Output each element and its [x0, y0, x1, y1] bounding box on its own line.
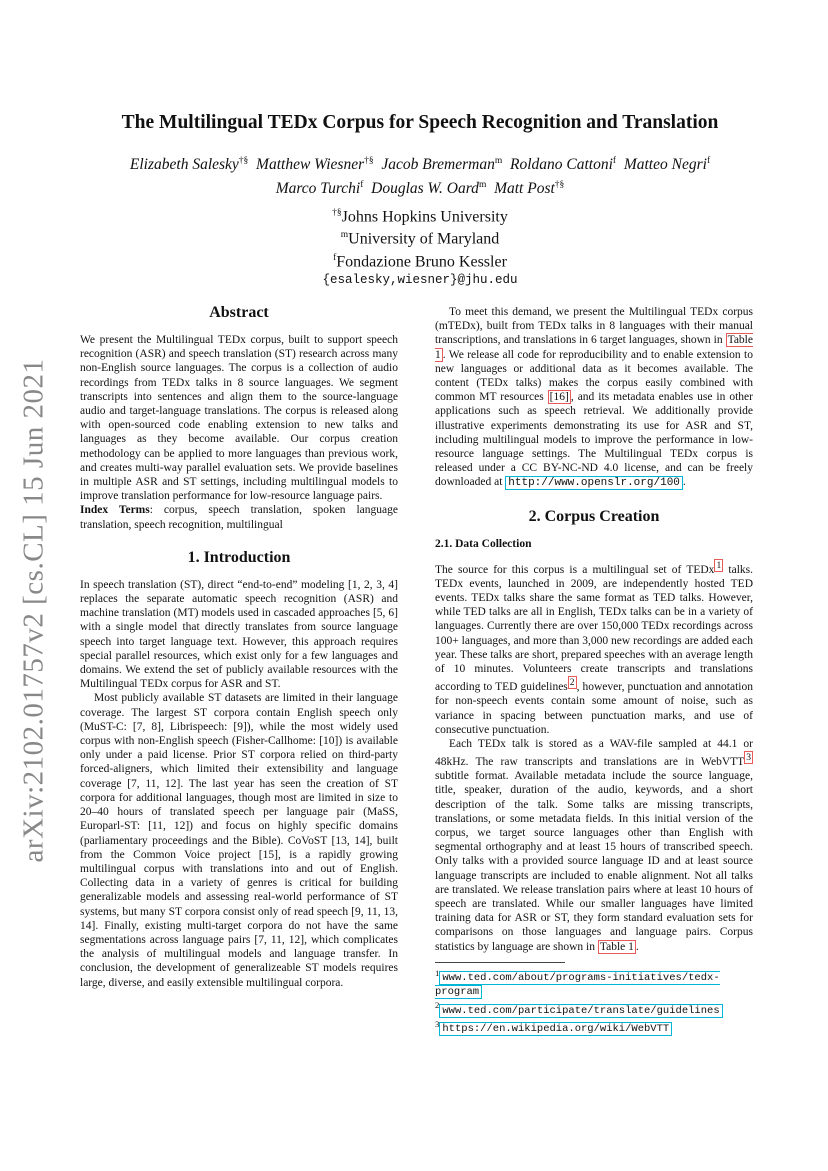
footnote-ref[interactable]: 3: [746, 752, 751, 764]
footnote: $^3$ https://en.wikipedia.org/wiki/WebVTT: [435, 1018, 753, 1037]
contribution-paragraph: To meet this demand, we present the Multilingual TEDx corpus (mTEDx), built from TEDx talks in 8 languages with their manual transcriptions, and translations in 6 target languages, shown in Table 1 . We release all code for reproducibility and to enable extension to new languages or additional data as it becomes available. The content (TEDx talks) makes the corpus easily combined with common MT resources [16] , and its metadata enables use in other applications such as speech retrieval. We additionally provide illustrative experiments demonstrating its use for ASR and ST, including multilingual models to improve the performance in low-resource language settings. The Multilingual TEDx corpus is released under a CC BY-NC-ND 4.0 license, and can be freely downloaded at http://www.openslr.org/100 .: [435, 306, 753, 490]
table-ref-link[interactable]: Table 1: [599, 940, 634, 953]
affiliation: $^m$University of Maryland: [340, 230, 500, 248]
author: Roldano Cattoni$^f$: [510, 156, 617, 174]
arxiv-sidebar-stamp: [14, 358, 54, 862]
arxiv-identifier: arXiv:2102.01757v2 [cs.CL] 15 Jun 2021: [17, 358, 50, 862]
author: Jacob Bremerman$^m$: [381, 156, 503, 174]
citation-link[interactable]: [16]: [549, 391, 569, 404]
author: Elizabeth Salesky†§: [129, 156, 249, 174]
intro-paragraph: Most publicly available ST datasets are limited in their language coverage. The largest ST corpora contain English speech only (MuST-C: [7, 8], Librispeech: [9]), while the most widely used corpus with non-English speech (Fisher-Callhome: [10]) is available only under a paid license. Prior ST corpora relied on third-party forced-aligners, which limited their extensibility and language coverage [7, 11, 12]. The last year has seen the creation of ST corpora for additional languages, though most are limited in size to 20–40 hours of translated speech per language pair (MaSS, Europarl-ST: [11, 12]) and focus on highly specific domains (parliamentary proceedings and the Bible). CoVoST [13, 14], built from the Common Voice project [15], is a rapidly growing multilingual corpus with translations into and out of English. Collecting data in a variety of genres is critical for building generalizable models and assessing real-world performance of ST systems, but many ST corpora consist only of read speech [9, 11, 13, 14]. Finally, existing multi-target corpora do not have the same segmentations across language pairs [7, 11, 12], which complicates the analysis of multilingual models and language transfer. In conclusion, the development of generalizeable ST models requires large, diverse, and easily extensible multilingual corpora.: [80, 692, 398, 989]
author: Marco Turchi$^f$: [275, 180, 364, 198]
intro-heading: 1. Introduction: [187, 548, 291, 566]
index-terms: Index Terms: corpus, speech translation, spoken language translation, speech recognition, multilingual: [80, 504, 398, 531]
right-column: [435, 305, 753, 1036]
section2-heading: 2. Corpus Creation: [528, 507, 660, 525]
abstract-heading: Abstract: [209, 304, 269, 321]
paper-title: The Multilingual TEDx Corpus for Speech Recognition and Translation: [121, 112, 719, 133]
footnote: $^1$ www.ted.com/about/programs-initiatives/tedx-program: [435, 967, 720, 999]
author: Douglas W. Oard$^m$: [371, 180, 487, 198]
author-list: [90, 151, 750, 199]
affiliation: †§Johns Hopkins University: [332, 208, 508, 226]
footnote-ref[interactable]: 2: [569, 677, 575, 689]
footnote-link[interactable]: www.ted.com/about/programs-initiatives/tedx-program: [435, 972, 720, 999]
abstract-text: We present the Multilingual TEDx corpus, built to support speech recognition (ASR) and speech translation (ST) research across many non-English source languages. The corpus is a collection of audio recordings from TEDx talks in 8 source languages. We segment transcripts into sentences and align them to the source-language audio and target-language translations. The corpus is released along with open-sourced code enabling extension to new talks and languages as they become available. Our corpus creation methodology can be applied to more languages than previous work, and creates multi-way parallel evaluation sets. We provide baselines in multiple ASR and ST settings, including multilingual models to improve translation performance for low-resource language pairs.: [80, 334, 398, 503]
intro-paragraph: In speech translation (ST), direct “end-to-end” modeling [1, 2, 3, 4] replaces the separate automatic speech recognition (ASR) and machine translation (MT) models used in cascaded approaches [5, 6] with a single model that directly translates from source language speech into target language text. However, this approach requires special parallel resources, which exist only for a few languages and domains. We extend the set of publicly available resources with the Multilingual TEDx corpus for ASR and ST.: [80, 578, 398, 691]
author: Matt Post†§: [494, 180, 565, 198]
affiliations: [200, 204, 640, 290]
data-collection-paragraph: The source for this corpus is a multilingual set of TEDx $^1$ talks. TEDx events, launched in 2009, are independently hosted TED events. TEDx talks share the same format as TED talks. However, while TED talks are all in English, TEDx talks can be in a variety of languages. Currently there are over 150,000 TEDx recordings across 100+ languages, and more than 3,000 new recordings are added each year. These talks are short, prepared speeches with an average length of 10 minutes. Volunteers create transcripts and translations according to TED guidelines $^2$ , however, punctuation and annotation for non-speech events contain some amount of noise, such as variance in spacing between punctuation marks, and use of consecutive punctuation.: [435, 559, 754, 736]
footnote-ref[interactable]: 1: [716, 559, 722, 571]
footnote: $^2$ www.ted.com/participate/translate/guidelines: [435, 999, 753, 1018]
data-collection-paragraph: Each TEDx talk is stored as a WAV-file sampled at 44.1 or 48kHz. The raw transcripts and translations are in WebVTT $^3$ subtitle format. Available metadata include the source language, title, speaker, duration of the audio, keywords, and a short description of the talk. Some talks are missing transcripts, translations, or some metadata fields. In this initial version of the corpus, we target source languages other than English with segmental orthography and at least 15 hours of transcribed speech. Only talks with a provided source language ID and at least source language transcripts are included to enable alignment. Not all talks are translated. We release translation pairs where at least 10 hours of speech are translated. While our smaller languages have limited training data for ASR or ST, they form standard evaluation sets for comparisons on those languages and language pairs. Corpus statistics by language are shown in Table 1 .: [435, 737, 753, 953]
left-column: [80, 303, 398, 990]
download-url-link[interactable]: http://www.openslr.org/100: [505, 476, 683, 490]
author: Matthew Wiesner†§: [256, 156, 374, 174]
footnote-link[interactable]: www.ted.com/participate/translate/guidelines: [439, 1004, 722, 1018]
affiliation: $^f$Fondazione Bruno Kessler: [333, 252, 507, 270]
table-ref-link[interactable]: Table 1: [435, 334, 753, 361]
subsection-heading: 2.1. Data Collection: [435, 537, 532, 550]
footnote-link[interactable]: https://en.wikipedia.org/wiki/WebVTT: [439, 1022, 672, 1036]
author-email[interactable]: {esalesky,wiesner}@jhu.edu: [322, 272, 518, 287]
author: Matteo Negri$^f$: [623, 156, 711, 174]
